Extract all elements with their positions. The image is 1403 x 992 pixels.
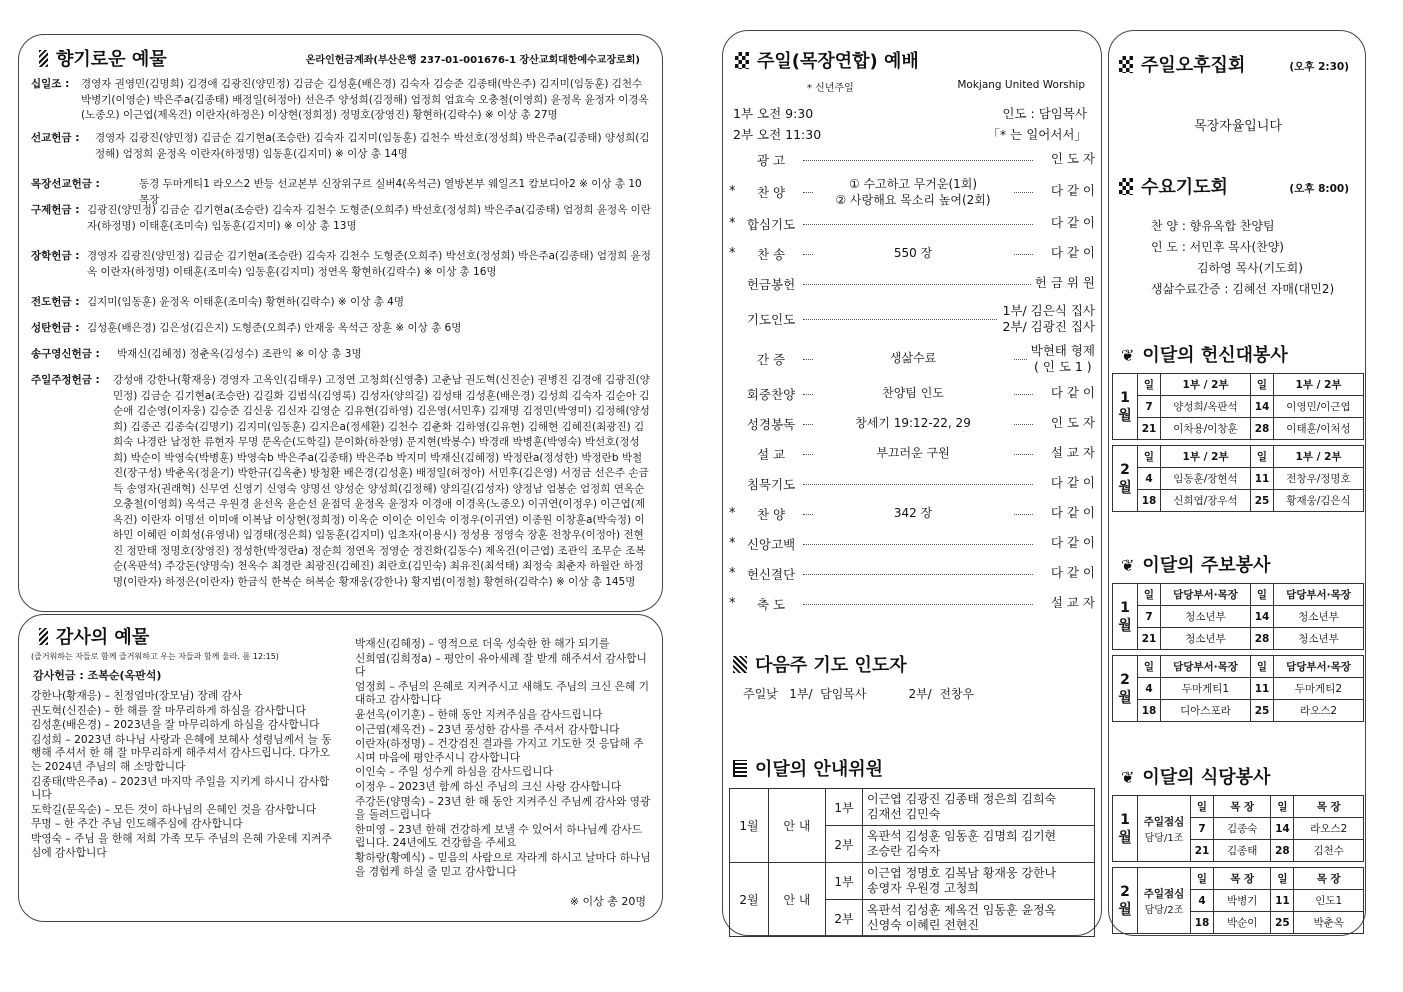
assignee-cell: 김천수 bbox=[1294, 840, 1364, 862]
worship-subtitle: * 신년주일 bbox=[807, 83, 854, 94]
table-row bbox=[1113, 678, 1364, 700]
wed-line-3: 김하영 목사(기도회) bbox=[1197, 261, 1303, 275]
dedication-title: ❦ 이달의 헌신대봉사 bbox=[1121, 345, 1288, 366]
bulletin-title: ❦ 이달의 주보봉사 bbox=[1121, 555, 1271, 576]
worship-english: Mokjang United Worship bbox=[957, 79, 1085, 91]
standing-note: 「* 는 일어서서」 bbox=[987, 127, 1087, 142]
guide-names: 옥판석 김성훈 임동훈 김명희 김기현 조승란 김숙자 bbox=[863, 826, 1095, 863]
column-header: 담당부서·목장 bbox=[1274, 656, 1364, 678]
wednesday-title: 수요기도회 bbox=[1119, 173, 1228, 199]
assignee-cell: 이차용/이창훈 bbox=[1161, 418, 1251, 440]
service-time-2: 2부 오전 11:30 bbox=[733, 127, 822, 142]
column-header: 일 bbox=[1271, 796, 1294, 818]
worship-item-label: 설 교 bbox=[756, 447, 786, 462]
guide-names: 이근엽 정명호 김복남 황재웅 강한나 송영자 우원경 고청희 bbox=[863, 863, 1095, 900]
column-header: 목 장 bbox=[1294, 796, 1364, 818]
day-cell: 18 bbox=[1138, 700, 1161, 722]
assignee-cell: 신희엽/장우석 bbox=[1161, 490, 1251, 512]
worship-row bbox=[723, 209, 1103, 239]
offering-names: 김광진(양민정) 김금순 김기현a(조승란) 김숙자 김천수 도형준(오희주) 박선호(정성희) 박은주a(김종태) 엄정희 윤정옥 이란자(하정명) 이태훈(조미숙) 임동훈(김지미) ※ 이상 총 13명 bbox=[87, 204, 651, 232]
standing-star: * bbox=[729, 566, 736, 581]
thanks-item: 황하랑(황예식) – 믿음의 사람으로 자라게 하시고 날마다 하나님을 경험케 하실 줄 믿고 감사합니다 bbox=[355, 850, 651, 878]
leader-dots bbox=[803, 544, 1033, 545]
day-cell: 14 bbox=[1251, 606, 1274, 628]
assignee-cell: 박병기 bbox=[1214, 890, 1271, 912]
guide-month: 2월 bbox=[730, 863, 769, 937]
thanks-item: 이인숙 – 주일 성수케 하심을 감사드립니다 bbox=[355, 765, 553, 779]
column-header: 일 bbox=[1191, 868, 1214, 890]
thanks-box bbox=[18, 614, 663, 922]
worship-item-person: 다 같 이 bbox=[1047, 215, 1095, 231]
worship-item-label: 찬 양 bbox=[756, 185, 786, 200]
day-cell: 25 bbox=[1251, 700, 1274, 722]
day-cell: 11 bbox=[1251, 468, 1274, 490]
column-header: 일 bbox=[1251, 374, 1274, 396]
worship-item-label: 회중찬양 bbox=[746, 387, 796, 402]
assignee-cell: 청소년부 bbox=[1161, 628, 1251, 650]
standing-star: * bbox=[729, 246, 736, 261]
day-cell: 21 bbox=[1138, 418, 1161, 440]
worship-item-person: 설 교 자 bbox=[1047, 595, 1095, 611]
month-cell: 2 월 bbox=[1113, 656, 1138, 722]
worship-box bbox=[722, 30, 1102, 936]
worship-row bbox=[723, 145, 1103, 175]
wed-line-4: 생삶수료간증 : 김혜선 자매(대민2) bbox=[1151, 282, 1335, 296]
column-header: 1부 / 2부 bbox=[1161, 374, 1251, 396]
offering-label: 구제헌금 : bbox=[31, 204, 80, 216]
worship-item-person: 다 같 이 bbox=[1047, 475, 1095, 491]
offering-row bbox=[31, 295, 651, 311]
assignee-cell: 청소년부 bbox=[1161, 606, 1251, 628]
offering-row bbox=[31, 203, 651, 234]
offering-row bbox=[31, 321, 651, 337]
guide-role: 안 내 bbox=[769, 863, 826, 937]
assignee-cell: 라오스2 bbox=[1274, 700, 1364, 722]
day-cell: 28 bbox=[1251, 628, 1274, 650]
column-header: 일 bbox=[1251, 446, 1274, 468]
column-header: 1부 / 2부 bbox=[1274, 374, 1364, 396]
offering-label: 전도헌금 : bbox=[31, 296, 80, 308]
worship-item-person: 인 도 자 bbox=[1047, 415, 1095, 431]
thanks-total: ※ 이상 총 20명 bbox=[569, 895, 646, 908]
column-header: 일 bbox=[1138, 374, 1161, 396]
worship-item-detail: ① 수고하고 무거운(1회) ② 사랑해요 목소리 높여(2회) bbox=[813, 176, 1013, 208]
worship-item-label: 찬 양 bbox=[756, 507, 786, 522]
afternoon-text: 목장자율입니다 bbox=[1194, 119, 1282, 134]
column-header: 일 bbox=[1191, 796, 1214, 818]
column-header: 일 bbox=[1138, 446, 1161, 468]
offering-names: 김지미(임동훈) 윤정옥 이태훈(조미숙) 황현하(김락수) ※ 이상 총 4명 bbox=[87, 296, 404, 308]
offering-names: 동경 두마게티1 라오스2 반등 선교본부 신장위구르 실버4(옥석근) 열방본부 웨일즈1 캄보디아2 ※ 이상 총 10목장 bbox=[139, 178, 642, 206]
worship-item-person: 1부/ 김은식 집사 2부/ 김광진 집사 bbox=[998, 303, 1095, 335]
worship-item-person: 박현태 형제 ( 인 도 1 ) bbox=[1027, 343, 1095, 375]
assignee-cell: 김종숙 bbox=[1214, 818, 1271, 840]
offering-names: 박재신(김혜정) 정춘옥(김성수) 조관익 ※ 이상 총 3명 bbox=[117, 348, 362, 360]
worship-item-label: 기도인도 bbox=[746, 312, 796, 327]
next-prayer-title: 다음주 기도 인도자 bbox=[733, 651, 907, 677]
worship-item-detail: 창세기 19:12-22, 29 bbox=[813, 415, 1013, 431]
thanks-item: 신희엽(김희정a) – 평안이 유아세례 잘 받게 해주셔서 감사합니다 bbox=[355, 651, 647, 679]
service-leader: 인도 : 담임목사 bbox=[1002, 106, 1087, 121]
assignee-cell: 인도1 bbox=[1294, 890, 1364, 912]
table-row bbox=[1113, 628, 1364, 650]
worship-item-label: 합심기도 bbox=[746, 217, 796, 232]
offering-label: 송구영신헌금 : bbox=[31, 348, 100, 360]
offering-row bbox=[31, 373, 651, 590]
offering-row bbox=[31, 249, 651, 280]
thanks-item: 도학길(문옥순) – 모든 것이 하나님의 은혜인 것을 감사합니다 bbox=[31, 802, 317, 816]
thanks-item: 김종태(박은주a) – 2023년 마지막 주일을 지키게 하시니 감사합니다 bbox=[31, 774, 330, 802]
worship-item-label: 성경봉독 bbox=[746, 417, 796, 432]
guide-title: 이달의 안내위원 bbox=[733, 755, 883, 781]
worship-row bbox=[723, 469, 1103, 499]
thanks-item: 김성훈(배은경) – 2023년을 잘 마무리하게 하심을 감사합니다 bbox=[31, 718, 320, 732]
column-header: 1부 / 2부 bbox=[1161, 446, 1251, 468]
column-header: 목 장 bbox=[1214, 796, 1271, 818]
afternoon-time: (오후 2:30) bbox=[1289, 61, 1349, 73]
leader-dots bbox=[803, 160, 1033, 161]
offering-names: 김성훈(배은경) 김은성(김은지) 도형준(오희주) 안재웅 옥석근 장훈 ※ 이상 총 6명 bbox=[87, 322, 462, 334]
assignee-cell: 청소년부 bbox=[1274, 606, 1364, 628]
standing-star: * bbox=[729, 184, 736, 199]
column-header: 담당부서·목장 bbox=[1161, 584, 1251, 606]
worship-item-detail: 부끄러운 구원 bbox=[813, 445, 1013, 461]
stripe-bullet-icon bbox=[39, 628, 48, 645]
wednesday-time: (오후 8:00) bbox=[1289, 183, 1349, 195]
day-cell: 18 bbox=[1138, 490, 1161, 512]
table-row bbox=[1113, 396, 1364, 418]
table-header-row bbox=[1113, 584, 1364, 606]
worship-item-person: 인 도 자 bbox=[1047, 151, 1095, 167]
table-row bbox=[1113, 468, 1364, 490]
worship-row bbox=[723, 409, 1103, 439]
bulletin-table bbox=[1112, 583, 1364, 722]
assignee-cell: 양성희/옥판석 bbox=[1161, 396, 1251, 418]
column-header: 담당부서·목장 bbox=[1161, 656, 1251, 678]
thanks-item: 주강돈(양명숙) – 23년 한 해 동안 지켜주신 주님께 감사와 영광을 돌려드립니다 bbox=[355, 794, 651, 822]
afternoon-title: 주일오후집회 bbox=[1119, 51, 1245, 77]
cafeteria-table bbox=[1112, 795, 1364, 934]
guide-part: 1부 bbox=[826, 863, 863, 900]
table-row bbox=[1113, 418, 1364, 440]
checker-bullet-icon bbox=[735, 52, 749, 69]
day-cell: 18 bbox=[1191, 912, 1214, 934]
assignee-cell: 이영민/이근엽 bbox=[1274, 396, 1364, 418]
thanks-header: 감사헌금 : 조복순(옥판석) bbox=[33, 669, 162, 682]
thanks-title: 감사의 예물 bbox=[39, 623, 149, 649]
worship-item-label: 광 고 bbox=[756, 153, 786, 168]
worship-row bbox=[723, 499, 1103, 529]
worship-row bbox=[723, 379, 1103, 409]
online-account: 온라인헌금계좌(부산은행 237-01-001676-1 장산교회대한예수교장로회) bbox=[305, 55, 640, 66]
day-cell: 4 bbox=[1138, 468, 1161, 490]
table-header-row bbox=[1113, 374, 1364, 396]
worship-item-detail: 찬양팀 인도 bbox=[813, 385, 1013, 401]
checker-bullet-icon bbox=[1119, 56, 1133, 73]
guide-part: 2부 bbox=[826, 900, 863, 937]
worship-row bbox=[723, 239, 1103, 269]
next-prayer-line: 주일낮 1부/ 담임목사 2부/ 전창우 bbox=[743, 687, 975, 701]
worship-item-label: 축 도 bbox=[756, 597, 786, 612]
worship-item-detail: 생삶수료 bbox=[813, 350, 1013, 366]
guide-row bbox=[730, 789, 1095, 826]
column-header: 일 bbox=[1251, 584, 1274, 606]
thanks-right-list bbox=[355, 637, 651, 879]
worship-row bbox=[723, 269, 1103, 299]
leader-dots bbox=[803, 484, 1033, 485]
offering-names: 경영자 권영민(김명희) 김경애 김광진(양민정) 김금순 김성훈(배은경) 김숙자 김승준 김종태(박은주) 김지미(임동훈) 김천수 박병기(이영순) 박은주a(김종태) 배정일(허정아) 선은주 양성희(김정해) 엄정희 엄효숙 오충철(이영희) 윤정옥 윤정자 이경옥(노종오) 이근엽(제옥건) 이란자(하정은) 이상현(정희정) 정명호(장영진) 황현하(김락수) ※ 이상 총 27명 bbox=[81, 78, 649, 121]
month-cell: 2 월 bbox=[1113, 446, 1138, 512]
schedule-box bbox=[1108, 30, 1366, 936]
day-cell: 14 bbox=[1251, 396, 1274, 418]
offering-row bbox=[31, 77, 651, 124]
table-header-row bbox=[1113, 656, 1364, 678]
worship-row bbox=[723, 299, 1103, 339]
stripe-bullet-icon bbox=[733, 760, 747, 777]
worship-item-person: 다 같 이 bbox=[1047, 565, 1095, 581]
offering-label: 선교헌금 : bbox=[31, 132, 80, 144]
worship-item-label: 신앙고백 bbox=[746, 537, 796, 552]
day-cell: 4 bbox=[1138, 678, 1161, 700]
offering-label: 목장선교헌금 : bbox=[31, 178, 100, 190]
column-header: 일 bbox=[1138, 656, 1161, 678]
column-header: 일 bbox=[1251, 656, 1274, 678]
meal-label-cell bbox=[1138, 868, 1191, 934]
column-header: 목 장 bbox=[1294, 868, 1364, 890]
thanks-item: 이란자(하정명) – 건강검진 결과를 가지고 기도한 것 응답해 주시며 마음에 평안주시니 감사합니다 bbox=[355, 737, 644, 764]
thanks-item: 권도혁(신진순) – 한 해를 잘 마무리하게 하심을 감사합니다 bbox=[31, 703, 306, 717]
cafeteria-title: ❦ 이달의 식당봉사 bbox=[1121, 767, 1271, 788]
table-header-row bbox=[1113, 796, 1364, 818]
leader-dots bbox=[803, 604, 1033, 605]
thanks-item: 한미영 – 23년 한해 건강하게 보낼 수 있어서 하나님께 감사드립니다. 24년에도 건강함을 주세요 bbox=[355, 822, 642, 850]
meal-sub: 담당/1조 bbox=[1144, 832, 1184, 844]
day-cell: 11 bbox=[1271, 890, 1294, 912]
service-time-1: 1부 오전 9:30 bbox=[733, 106, 814, 121]
leader-dots bbox=[803, 284, 1033, 285]
month-cell: 1 월 bbox=[1113, 374, 1138, 440]
day-cell: 4 bbox=[1191, 890, 1214, 912]
leaf-icon: ❦ bbox=[1121, 768, 1135, 787]
checker-bullet-icon bbox=[1119, 178, 1133, 195]
offering-label: 장학헌금 : bbox=[31, 250, 80, 262]
offerings-title: 향기로운 예물 bbox=[39, 45, 167, 71]
offering-names: 강성애 강한나(황재응) 경영자 고옥인(김태우) 고정연 고청희(신영충) 고춘남 권도혁(신진순) 권병진 김경애 김광진(양민정) 김금순 김기현a(조승란) 김길화 김범식(김영록) 김성자(양의길) 김성태 김성훈(배은경) 김성희 김숙자 김순아 김순애 김순영(이자웅) 김승준 김신웅 김신자 김영순 김유현(김하영) 김은영(서민후) 김재명 김정민(박영미) 김정해(양성희) 김종곤 김종숙(김명기) 김지미(임동훈) 김지은a(정세환) 김천수 김춘화 김하영(김유현) 김해현 김혜진(최광진) 김희숙 나경란 남정한 류현자 무명 문옥순(도학길) 문이화(하찬영) 문지현(박봉수) 박경래 박병훈(박영숙) 박선호(정성희) 박순이 박영숙(박병훈) 박영숙b 박은주a(김종태) 박은주b 박지미 박재신(김혜정) 박정란a(정성한) 박정란b 박철진(장구성) 박춘옥(정윤기) 박한규(김옥춘) 방청환 배은경(김성훈) 배정일(허정아) 서민후(김은영) 서정금 선은주 손금득 송영자(권래혁) 신무연 신영기 신영숙 양명선 양성순 양성희(김정해) 양의길(김성자) 양정남 엄봉순 엄정희 연옥순 오충철(이영희) 옥석근 우원경 윤선옥 윤순선 윤점덕 윤정옥 윤정자 이경애 이경옥(노종오) 이귀연(이정우) 이근엽(제옥건) 이란자 이명선 이미애 이복남 이상현(정희정) 이옥순 이이순 이인숙 이정우(이귀연) 이종원 이창훈a(박숙정) 이하민 이혜린 이희성(유영내) 임경태(정은희) 임동훈(김지미) 임초자(이용시) 정성용 정영숙 장훈 전창우(이정아) 전현진 정만태 정명호(장영진) 정성한(박정란a) 정순희 정연옥 정영순 정진화(김동수) 제옥건(이근엽) 조관익 조무순 조복순(옥판석) 주강돈(양명숙) 천옥수 최경란 최광진(김혜진) 최란호(김민숙) 최유진(최석태) 최정숙 최춘자 하월란 하정명(이란자) 하정은(이란자) 한금식 한복순 허복순 황재웅(강한나) 황지범(이정철) 황현하(김락수) ※ 이상 총 145명 bbox=[113, 374, 650, 588]
worship-item-detail: 550 장 bbox=[813, 245, 1013, 261]
thanks-item: 김성희 – 2023년 하나님 사랑과 은혜에 보혜사 성령님께서 늘 동행해 주셔서 한 해 잘 마무리하게 해주셔서 감사드립니다. 다가오는 2024년 주님의 해 소망합니다 bbox=[31, 732, 332, 773]
worship-item-label: 간 증 bbox=[756, 352, 786, 367]
checker-bullet-icon bbox=[733, 656, 747, 673]
day-cell: 21 bbox=[1191, 840, 1214, 862]
column-header: 담당부서·목장 bbox=[1274, 584, 1364, 606]
worship-item-label: 찬 송 bbox=[756, 247, 786, 262]
month-cell: 1 월 bbox=[1113, 796, 1138, 862]
worship-item-label: 헌신결단 bbox=[746, 567, 796, 582]
wed-line-2: 인 도 : 서민후 목사(찬양) bbox=[1151, 240, 1284, 254]
thanks-item: 엄정희 – 주님의 은혜로 지켜주시고 새해도 주님의 크신 은혜 기대하고 감사합니다 bbox=[355, 679, 650, 707]
day-cell: 14 bbox=[1271, 818, 1294, 840]
worship-item-person: 다 같 이 bbox=[1047, 183, 1095, 199]
guide-part: 1부 bbox=[826, 789, 863, 826]
day-cell: 28 bbox=[1271, 840, 1294, 862]
offering-names: 경영자 김광진(양민정) 김금순 김기현a(조승란) 김숙자 김지미(임동훈) 김천수 박선호(정성희) 박은주a(김종태) 양성희(김정해) 엄정희 윤정옥 이란자(하정명) 임동훈(김지미) ※ 이상 총 14명 bbox=[95, 132, 650, 160]
leader-dots bbox=[803, 574, 1033, 575]
offering-label: 주일주정헌금 : bbox=[31, 374, 100, 386]
table-row bbox=[1113, 490, 1364, 512]
day-cell: 21 bbox=[1138, 628, 1161, 650]
thanks-left-list bbox=[31, 689, 337, 860]
worship-item-label: 침묵기도 bbox=[746, 477, 796, 492]
month-cell: 1 월 bbox=[1113, 584, 1138, 650]
worship-item-label: 헌금봉헌 bbox=[746, 277, 796, 292]
worship-row bbox=[723, 529, 1103, 559]
assignee-cell: 임동훈/장현석 bbox=[1161, 468, 1251, 490]
thanks-item: 강한나(황재응) – 친정엄마(장모님) 장례 감사 bbox=[31, 689, 243, 702]
worship-row bbox=[723, 559, 1103, 589]
worship-row bbox=[723, 339, 1103, 379]
guide-table bbox=[729, 788, 1095, 937]
guide-row bbox=[730, 863, 1095, 900]
assignee-cell: 디아스포라 bbox=[1161, 700, 1251, 722]
worship-item-person: 설 교 자 bbox=[1047, 445, 1095, 461]
thanks-verse: (즐거워하는 자들로 함께 즐거워하고 우는 자들과 함께 울라. 롬 12:15) bbox=[31, 652, 279, 661]
guide-month: 1월 bbox=[730, 789, 769, 863]
worship-row bbox=[723, 175, 1103, 209]
worship-row bbox=[723, 589, 1103, 619]
leaf-icon: ❦ bbox=[1121, 556, 1135, 575]
meal-label: 주일점심 bbox=[1143, 815, 1185, 828]
guide-part: 2부 bbox=[826, 826, 863, 863]
guide-names: 이근엽 김광진 김종태 정은희 김희숙 김재선 김민숙 bbox=[863, 789, 1095, 826]
worship-item-person: 헌 금 위 원 bbox=[1031, 275, 1095, 291]
table-header-row bbox=[1113, 446, 1364, 468]
day-cell: 25 bbox=[1271, 912, 1294, 934]
worship-item-person: 다 같 이 bbox=[1047, 535, 1095, 551]
offering-label: 성탄헌금 : bbox=[31, 322, 80, 334]
assignee-cell: 이태훈/이처성 bbox=[1274, 418, 1364, 440]
standing-star: * bbox=[729, 506, 736, 521]
stripe-bullet-icon bbox=[39, 50, 48, 67]
assignee-cell: 라오스2 bbox=[1294, 818, 1364, 840]
worship-item-person: 다 같 이 bbox=[1047, 385, 1095, 401]
thanks-item: 이정우 – 2023년 함께 하신 주님의 크신 사랑 감사합니다 bbox=[355, 779, 622, 793]
worship-item-detail: 342 장 bbox=[813, 505, 1013, 521]
day-cell: 25 bbox=[1251, 490, 1274, 512]
table-header-row bbox=[1113, 868, 1364, 890]
dedication-table bbox=[1112, 373, 1364, 512]
assignee-cell: 박춘옥 bbox=[1294, 912, 1364, 934]
day-cell: 7 bbox=[1138, 606, 1161, 628]
worship-item-person: 다 같 이 bbox=[1047, 245, 1095, 261]
worship-item-person: 다 같 이 bbox=[1047, 505, 1095, 521]
assignee-cell: 두마게티2 bbox=[1274, 678, 1364, 700]
month-cell: 2 월 bbox=[1113, 868, 1138, 934]
guide-names: 옥판석 김성훈 제옥건 임동훈 윤정옥 신영숙 이혜린 전현진 bbox=[863, 900, 1095, 937]
wed-line-1: 찬 양 : 향유옥합 찬양팀 bbox=[1151, 219, 1275, 233]
offering-label: 십일조 : bbox=[31, 78, 70, 90]
standing-star: * bbox=[729, 536, 736, 551]
table-row bbox=[1113, 606, 1364, 628]
offering-names: 경영자 김광진(양민정) 김금순 김기현a(조승란) 김숙자 김천수 도형준(오희주) 박선호(정성희) 박은주a(김종태) 엄정희 윤정옥 이란자(하정명) 이태훈(조미숙) 임동훈(김지미) 정연옥 황현하(김락수) ※ 이상 총 16명 bbox=[87, 250, 651, 278]
offerings-box bbox=[18, 34, 663, 612]
standing-star: * bbox=[729, 596, 736, 611]
leader-dots bbox=[803, 224, 1033, 225]
column-header: 일 bbox=[1271, 868, 1294, 890]
assignee-cell: 황재웅/김은식 bbox=[1274, 490, 1364, 512]
assignee-cell: 청소년부 bbox=[1274, 628, 1364, 650]
day-cell: 7 bbox=[1191, 818, 1214, 840]
column-header: 일 bbox=[1138, 584, 1161, 606]
offering-row bbox=[31, 347, 651, 363]
standing-star: * bbox=[729, 216, 736, 231]
assignee-cell: 박순이 bbox=[1214, 912, 1271, 934]
day-cell: 11 bbox=[1251, 678, 1274, 700]
meal-label: 주일점심 bbox=[1143, 887, 1185, 900]
meal-label-cell bbox=[1138, 796, 1191, 862]
leaf-icon: ❦ bbox=[1121, 346, 1135, 365]
thanks-item: 이근엽(제옥건) – 23년 풍성한 감사를 주셔서 감사합니다 bbox=[355, 722, 620, 736]
worship-row bbox=[723, 439, 1103, 469]
thanks-item: 무명 – 한 주간 주님 인도해주심에 감사합니다 bbox=[31, 817, 243, 831]
worship-title: 주일(목장연합) 예배 bbox=[735, 47, 919, 73]
day-cell: 28 bbox=[1251, 418, 1274, 440]
offering-row bbox=[31, 131, 651, 162]
assignee-cell: 전창우/정명호 bbox=[1274, 468, 1364, 490]
thanks-item: 박영숙 – 주님 을 한해 저희 가족 모두 주님의 은혜 가운데 지켜주심에 감사합니다 bbox=[31, 831, 332, 859]
meal-sub: 담당/2조 bbox=[1144, 904, 1184, 916]
thanks-item: 윤선옥(이기훈) – 한해 동안 지켜주심을 감사드립니다 bbox=[355, 707, 603, 721]
assignee-cell: 두마게티1 bbox=[1161, 678, 1251, 700]
column-header: 목 장 bbox=[1214, 868, 1271, 890]
guide-role: 안 내 bbox=[769, 789, 826, 863]
day-cell: 7 bbox=[1138, 396, 1161, 418]
thanks-item: 박재신(김혜정) – 영적으로 더욱 성숙한 한 해가 되기를 bbox=[355, 637, 610, 650]
table-row bbox=[1113, 700, 1364, 722]
assignee-cell: 김종태 bbox=[1214, 840, 1271, 862]
column-header: 1부 / 2부 bbox=[1274, 446, 1364, 468]
